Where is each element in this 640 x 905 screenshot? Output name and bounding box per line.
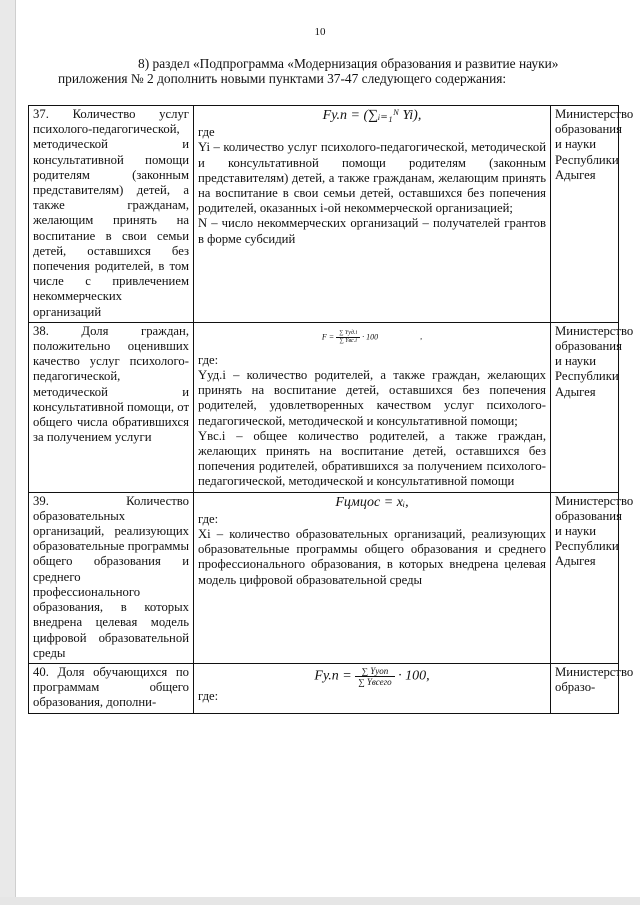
table-row <box>29 492 619 663</box>
definition: N – число некоммерческих организаций – получателей грантов в форме субсидий <box>198 216 546 246</box>
formula-rhs: · 100, <box>398 668 430 684</box>
page-number: 10 <box>314 26 326 38</box>
indicator-method <box>194 106 551 323</box>
table-row <box>29 663 619 713</box>
formula-rhs: · 100 <box>362 332 379 342</box>
scan-edge-bottom <box>0 897 640 905</box>
formula-tail: , <box>420 332 423 342</box>
indicator-method <box>194 663 551 713</box>
formula <box>198 666 546 687</box>
where-label: где <box>198 125 215 140</box>
where-label: где: <box>198 688 219 703</box>
formula-lhs: F = <box>321 332 335 342</box>
formula-numerator: ∑ Yуд.i <box>336 330 360 338</box>
definition: Yi – количество услуг психолого-педагогической, методической и консультативной помощи родителям (законным представителям) детей, а также гражданам, желающим принять на воспитание в свои семьи детей, оставшихся без попечения родителей, оказанных i-ой некоммерческой организацией; <box>198 140 546 216</box>
formula-fraction <box>355 666 394 687</box>
indicator-name: 38. Доля граждан, положительно оценивших качество услуг психолого-педагогической, методической и консультативной помощи, от общего числа обратившихся за получением услуги <box>29 322 194 492</box>
formula-denominator: ∑ Yвс.i <box>339 337 357 344</box>
intro-paragraph: 8) раздел «Подпрограмма «Модернизация образования и развитие науки» приложения № 2 дополнить новыми пунктами 37-47 следующего содержания: <box>58 56 559 86</box>
responsible-ministry: Министерство образо- <box>551 663 619 713</box>
indicator-method <box>194 322 551 492</box>
indicator-name: 39. Количество образовательных организаций, реализующих образовательные программы общего образования и среднего профессионального образования, в которых внедрена целевая модель цифровой образовательной среды <box>29 492 194 663</box>
formula: Fу.п = (∑ᵢ₌₁ᴺ Yi), <box>322 108 422 123</box>
responsible-ministry: Министерство образования и науки Республики Адыгея <box>551 492 619 663</box>
scan-edge <box>0 0 16 905</box>
formula-fraction <box>336 330 360 345</box>
formula: Fцмцос = xᵢ, <box>335 494 409 510</box>
definition: Xi – количество образовательных организаций, реализующих образовательные программы общего образования и среднего профессионального образования, в которых внедрена целевая модель цифровой образовательной среды <box>198 527 546 587</box>
responsible-ministry: Министерство образования и науки Республики Адыгея <box>551 322 619 492</box>
table-row <box>29 106 619 323</box>
indicator-method <box>194 492 551 663</box>
table-row <box>29 322 619 492</box>
indicator-name: 37. Количество услуг психолого-педагогической, методической и консультативной помощи родителям (законным представителям) детей, а также гражданам, желающим принять на воспитание в свои семьи детей, оставшихся без попечения родителей, в том числе с привлечением некоммерческих организаций <box>29 106 194 323</box>
where-label: где: <box>198 511 219 526</box>
formula <box>198 330 546 345</box>
definition: Yвс.i – общее количество родителей, а также граждан, желающих принять на воспитание детей, оставшихся без попечения родителей, обратившихся за получением психолого-педагогической, методической и консультативной помощи <box>198 428 546 489</box>
formula-denominator: ∑ Yвсего <box>358 676 392 687</box>
indicators-table <box>28 105 634 714</box>
formula-numerator: ∑ Yуоп <box>355 666 394 677</box>
definition: Yуд.i – количество родителей, а также граждан, желающих принять на воспитание детей, оставшихся без попечения родителей, удовлетворенных качеством услуг психолого-педагогической, методической и консультативной помощи; <box>198 368 546 428</box>
indicator-name: 40. Доля обучающихся по программам общего образования, дополни- <box>29 663 194 713</box>
formula-lhs: Fу.п = <box>314 668 352 684</box>
where-label: где: <box>198 352 219 367</box>
responsible-ministry: Министерство образования и науки Республики Адыгея <box>551 106 619 323</box>
